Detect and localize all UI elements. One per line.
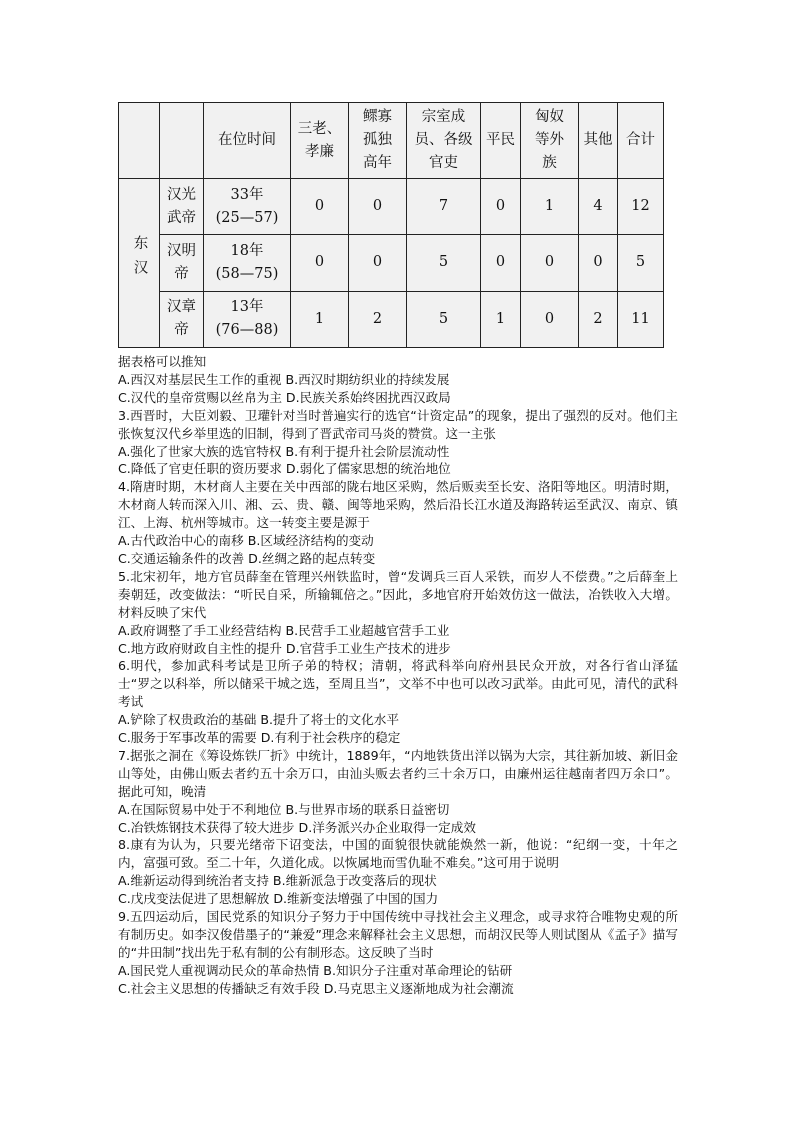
option-line: A.政府调整了手工业经营结构 B.民营手工业超越官营手工业 bbox=[118, 622, 450, 638]
header-cell: 鳏寡孤独高年 bbox=[349, 103, 407, 179]
option-line: A.西汉对基层民生工作的重视 B.西汉时期纺织业的持续发展 bbox=[118, 371, 450, 387]
option-line: C.汉代的皇帝赏赐以丝帛为主 D.民族关系始终困扰西汉政局 bbox=[118, 389, 451, 405]
value-cell: 0 bbox=[579, 235, 618, 291]
header-cell: 匈奴等外族 bbox=[521, 103, 579, 179]
option-line: A.强化了世家大族的选官特权 B.有利于提升社会阶层流动性 bbox=[118, 443, 450, 459]
emperor-cell: 汉章帝 bbox=[160, 291, 204, 347]
emperor-cell: 汉明帝 bbox=[160, 235, 204, 291]
reign-years: 33年 bbox=[230, 186, 264, 203]
value-cell: 0 bbox=[291, 235, 349, 291]
reign-cell bbox=[204, 235, 291, 291]
header-cell: 其他 bbox=[579, 103, 618, 179]
option-line: C.社会主义思想的传播缺乏有效手段 D.马克思主义逐渐地成为社会潮流 bbox=[118, 980, 514, 996]
value-cell: 1 bbox=[481, 291, 521, 347]
question-stem: 5.北宋初年，地方官员薛奎在管理兴州铁监时，曾“发调兵三百人采铁，而岁人不偿费。”之后薛奎上奏朝廷，改变做法：“听民自采，所输辄倍之。”因此，多地官府开始效仿这一做法，冶铁收入大增。材料反映了宋代 bbox=[118, 568, 678, 620]
reign-range: (25—57) bbox=[215, 209, 279, 226]
reign-cell bbox=[204, 291, 291, 347]
option-line: C.服务于军事改革的需要 D.有利于社会秩序的稳定 bbox=[118, 730, 401, 746]
value-cell: 0 bbox=[481, 179, 521, 235]
option-line: A.维新运动得到统治者支持 B.维新派急于改变落后的现状 bbox=[118, 873, 437, 889]
value-cell: 7 bbox=[407, 179, 481, 235]
value-cell: 0 bbox=[481, 235, 521, 291]
table-row bbox=[119, 291, 664, 347]
value-cell: 5 bbox=[407, 235, 481, 291]
option-line: A.铲除了权贵政治的基础 B.提升了将士的文化水平 bbox=[118, 712, 399, 728]
reign-cell bbox=[204, 179, 291, 235]
dynasty-cell bbox=[119, 179, 160, 348]
value-cell: 0 bbox=[521, 235, 579, 291]
value-cell: 0 bbox=[291, 179, 349, 235]
reign-range: (76—88) bbox=[215, 322, 279, 339]
question-stem: 8.康有为认为，只要光绪帝下诏变法，中国的面貌很快就能焕然一新，他说：“纪纲一变，十年之内，富强可致。至二十年，久道化成。以恢属地而雪仇耻不难矣。”这可用于说明 bbox=[118, 837, 678, 871]
statistics-table bbox=[118, 102, 664, 348]
table-header-row bbox=[119, 103, 664, 179]
value-cell: 1 bbox=[291, 291, 349, 347]
option-line: C.交通运输条件的改善 D.丝绸之路的起点转变 bbox=[118, 550, 376, 566]
header-cell bbox=[160, 103, 204, 179]
value-cell: 5 bbox=[618, 235, 664, 291]
value-cell: 5 bbox=[407, 291, 481, 347]
header-cell: 三老、孝廉 bbox=[291, 103, 349, 179]
header-cell: 在位时间 bbox=[204, 103, 291, 179]
value-cell: 2 bbox=[349, 291, 407, 347]
value-cell: 11 bbox=[618, 291, 664, 347]
option-line: C.戊戌变法促进了思想解放 D.维新变法增强了中国的国力 bbox=[118, 891, 439, 907]
emperor-cell: 汉光武帝 bbox=[160, 179, 204, 235]
question-stem: 4.隋唐时期，木材商人主要在关中西部的陇右地区采购，然后贩卖至长安、洛阳等地区。明清时期，木材商人转而深入川、湘、云、贵、赣、闽等地采购，然后沿长江水道及海路转运至武汉、南京、镇江、上海、杭州等城市。这一转变主要是源于 bbox=[118, 479, 678, 531]
question-text bbox=[118, 353, 678, 998]
table-row bbox=[119, 179, 664, 235]
value-cell: 0 bbox=[521, 291, 579, 347]
value-cell: 12 bbox=[618, 179, 664, 235]
question-stem: 6.明代，参加武科考试是卫所子弟的特权；清朝，将武科举向府州县民众开放，对各行省山泽猛士“罗之以科举，所以储采干城之选，至周且当”，文举不中也可以改习武举。由此可见，清代的武科考试 bbox=[118, 658, 678, 710]
value-cell: 4 bbox=[579, 179, 618, 235]
value-cell: 0 bbox=[349, 179, 407, 235]
table-row bbox=[119, 235, 664, 291]
option-line: C.地方政府财政自主性的提升 D.官营手工业生产技术的进步 bbox=[118, 640, 451, 656]
value-cell: 0 bbox=[349, 235, 407, 291]
reign-range: (58—75) bbox=[215, 265, 279, 282]
header-cell bbox=[119, 103, 160, 179]
option-line: A.国民党人重视调动民众的革命热情 B.知识分子注重对革命理论的钻研 bbox=[118, 962, 513, 978]
option-line: C.降低了官吏任职的资历要求 D.弱化了儒家思想的统治地位 bbox=[118, 461, 451, 477]
question-stem: 7.据张之洞在《筹设炼铁厂折》中统计，1889年，“内地铁货出洋以锅为大宗，其往新加坡、新旧金山等处，由佛山贩去者约五十余万口，由汕头贩去者约三十余万口，由廉州运往越南者四万余口”。据此可知，晚清 bbox=[118, 747, 678, 799]
value-cell: 1 bbox=[521, 179, 579, 235]
header-cell: 宗室成员、各级官吏 bbox=[407, 103, 481, 179]
header-cell: 平民 bbox=[481, 103, 521, 179]
question-stem: 9.五四运动后，国民党系的知识分子努力于中国传统中寻找社会主义理念，或寻求符合唯物史观的所有制历史。如李汉俊借墨子的“兼爱”理念来解释社会主义思想，而胡汉民等人则试图从《孟子》描写的“井田制”找出先于私有制的公有制形态。这反映了当时 bbox=[118, 909, 678, 960]
option-line: C.冶铁炼钢技术获得了较大进步 D.洋务派兴办企业取得一定成效 bbox=[118, 819, 476, 835]
header-cell: 合计 bbox=[618, 103, 664, 179]
option-line: A.古代政治中心的南移 B.区域经济结构的变动 bbox=[118, 533, 374, 549]
option-line: A.在国际贸易中处于不利地位 B.与世界市场的联系日益密切 bbox=[118, 801, 450, 817]
dynasty-label: 东汉 bbox=[131, 234, 148, 284]
question-stem: 3.西晋时，大臣刘毅、卫瓘针对当时普遍实行的选官“计资定品”的现象，提出了强烈的反对。他们主张恢复汉代乡举里选的旧制，得到了晋武帝司马炎的赞赏。这一主张 bbox=[118, 407, 678, 441]
value-cell: 2 bbox=[579, 291, 618, 347]
question-stem: 据表格可以推知 bbox=[118, 354, 207, 369]
statistics-table-image bbox=[118, 102, 663, 348]
reign-years: 18年 bbox=[230, 242, 264, 259]
reign-years: 13年 bbox=[230, 299, 264, 316]
